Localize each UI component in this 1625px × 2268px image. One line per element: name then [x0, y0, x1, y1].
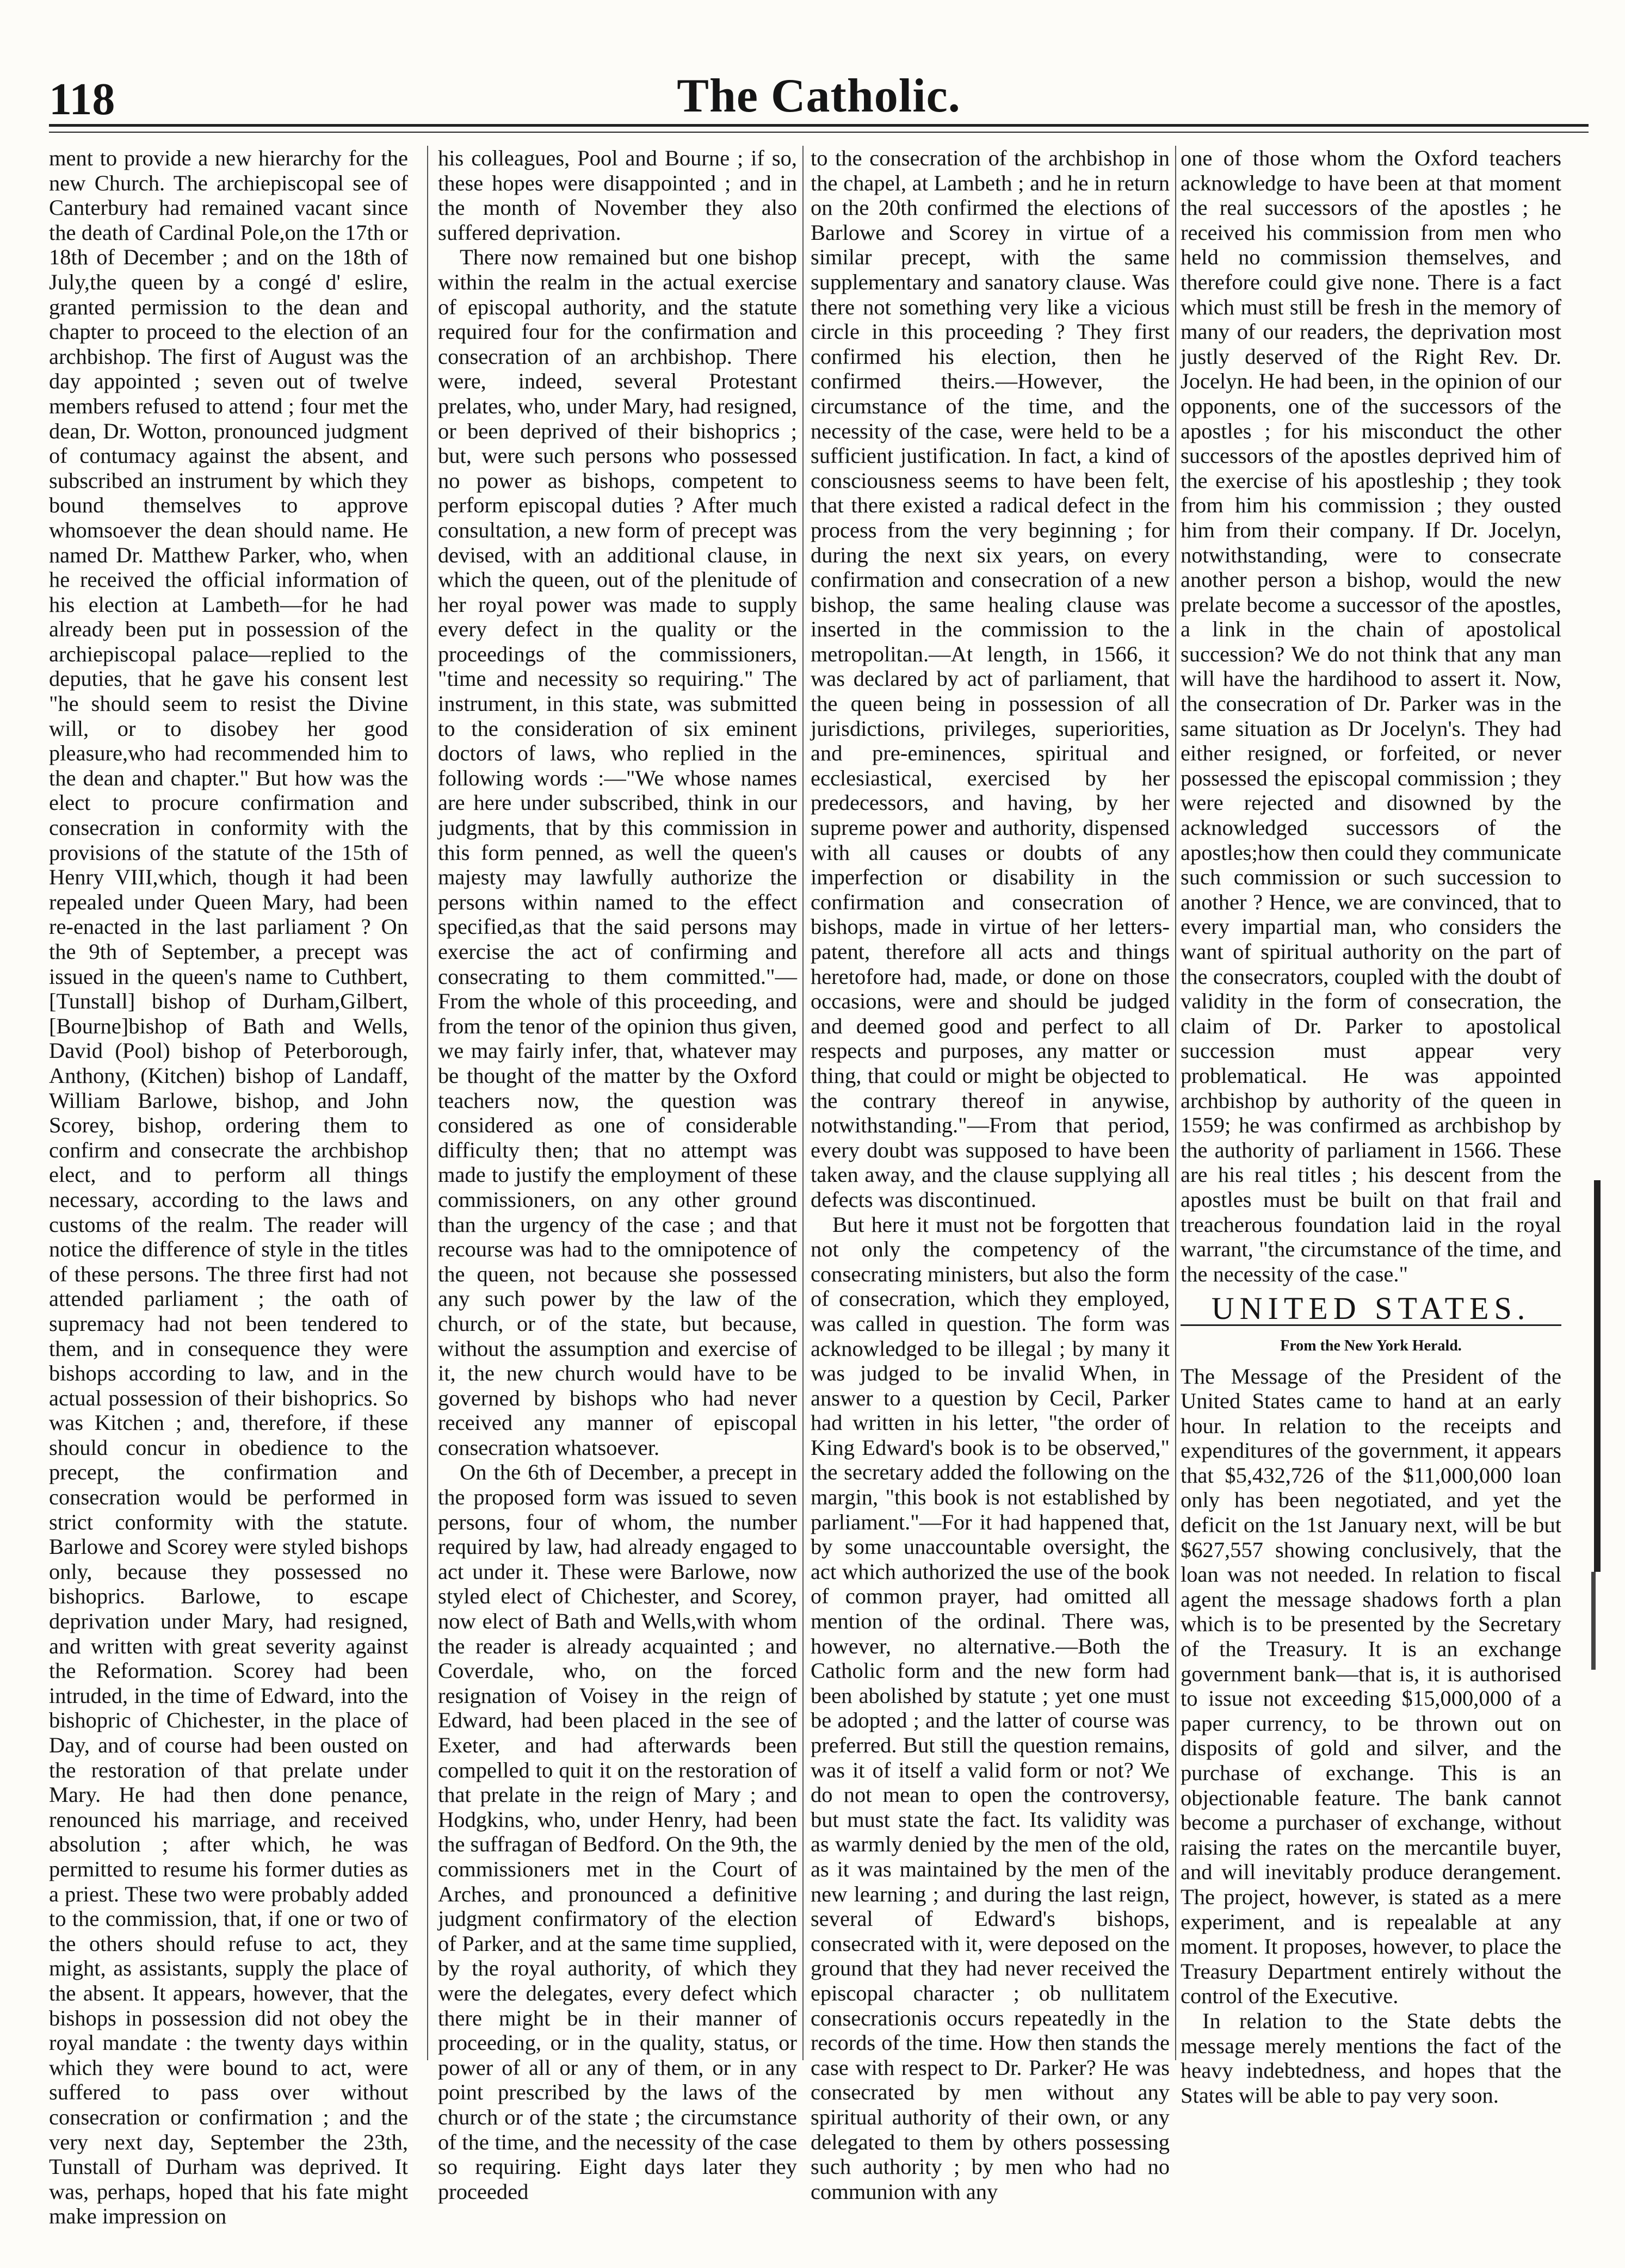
header-rule-thick — [49, 124, 1589, 127]
article-paragraph: his colleagues, Pool and Bourne ; if so, these hopes were disappointed ; and in the month of November they also suffered deprivation. — [438, 146, 797, 245]
article-paragraph: On the 6th of December, a precept in the proposed form was issued to seven persons, four of whom, the number required by law, had already engaged to act under it. These were Barlowe, now styled elect of Chichester, and Scorey, now elect of Bath and Wells,with whom the reader is already acquainted ; and Coverdale, who, on the forced resignation of Voisey in the reign of Edward, had been placed in the see of Exeter, and had afterwards been compelled to quit it on the restoration of that prelate in the reign of Mary ; and Hodgkins, who, under Henry, had been the suffragan of Bedford. On the 9th, the commissioners met in the Court of Arches, and pronounced a definitive judgment confirmatory of the election of Parker, and at the same time supplied, by the royal authority, of which they were the delegates, every defect which there might be in their manner of proceeding, or in the quality, status, or power of all or any of them, or in any point prescribed by the laws of the church or of the state ; the circumstance of the time, and the necessity of the case so requiring. Eight days later they proceeded — [438, 1460, 797, 2204]
article-paragraph: to the consecration of the archbishop in the chapel, at Lambeth ; and he in return on the 20th confirmed the elections of Barlowe and Scorey in virtue of a similar precept, with the same supplementary and sanatory clause. Was there not something very like a vicious circle in this proceeding ? They first confirmed his election, then he confirmed theirs.—However, the circumstance of the time, and the necessity of the case, were held to be a sufficient justification. In fact, a kind of consciousness seems to have been felt, that there existed a radical defect in the process from the very beginning ; for during the next six years, on every confirmation and consecration of a new bishop, the same healing clause was inserted in the commission to the metropolitan.—At length, in 1566, it was declared by act of parliament, that the queen being in possession of all jurisdictions, privileges, superiorities, and pre-eminences, spiritual and ecclesiastical, exercised by her predecessors, and having, by her supreme power and authority, dispensed with all causes or doubts of any imperfection or disability in the confirmation and consecration of bishops, made in virtue of her letters-patent, therefore all acts and things heretofore had, made, or done on those occasions, were and should be judged and deemed good and perfect to all respects and purposes, any matter or thing, that could or might be objected to the contrary thereof in anywise, notwithstanding."—From that period, every doubt was supposed to have been taken away, and the clause supplying all defects was discontinued. — [811, 146, 1170, 1212]
header-rule-thin — [49, 132, 1589, 133]
article-paragraph: one of those whom the Oxford teachers acknowledge to have been at that moment the real successors of the apostles ; he received his commission from men who held no commission themselves, and therefore could give none. There is a fact which must still be fresh in the memory of many of our readers, the deprivation most justly deserved of the Right Rev. Dr. Jocelyn. He had been, in the opinion of our opponents, one of the successors of the apostles ; for his misconduct the other successors of the apostles deprived him of the exercise of his apostleship ; they took from him his commission ; they ousted him from their company. If Dr. Jocelyn, notwithstanding, were to consecrate another person a bishop, would the new prelate become a successor of the apostles, a link in the chain of apostolical succession? We do not think that any man will have the hardihood to assert it. Now, the consecration of Dr. Parker was in the same situation as Dr Jocelyn's. They had either resigned, or forfeited, or never possessed the episcopal commission ; they were rejected and disowned by the acknowledged successors of the apostles;how then could they communicate such commission or such succession to another ? Hence, we are convinced, that to every impartial man, who considers the want of spiritual authority on the part of the consecrators, coupled with the doubt of validity in the form of consecration, the claim of Dr. Parker to apostolical succession must appear very problematical. He was appointed archbishop by authority of the queen in 1559; he was confirmed as archbishop by the authority of parliament in 1566. These are his real titles ; his descent from the apostles must be built on that frail and treacherous foundation laid in the royal warrant, "the circumstance of the time, and the necessity of the case." — [1181, 146, 1561, 1286]
source-credit: From the New York Herald. — [1280, 1337, 1462, 1354]
column-divider — [802, 146, 804, 2060]
news-paragraph: In relation to the State debts the message merely mentions the fact of the heavy indebtedness, and hopes that the States will be able to pay very soon. — [1181, 2008, 1561, 2108]
column-2 — [438, 146, 797, 2204]
article-paragraph: There now remained but one bishop within the realm in the actual exercise of episcopal authority, and the statute required four for the confirmation and consecration of an archbishop. There were, indeed, several Protestant prelates, who, under Mary, had resigned, or been deprived of their bishoprics ; but, were such persons who possessed no power as bishops, competent to perform episcopal duties ? After much consultation, a new form of precept was devised, with an additional clause, in which the queen, out of the plenitude of her royal power was made to supply every defect in the quality or the proceedings of the commissioners, "time and necessity so requiring." The instrument, in this state, was submitted to the consideration of six eminent doctors of laws, who replied in the following words :—"We whose names are here under subscribed, think in our judgments, that by this commission in this form penned, as well the queen's majesty may lawfully authorize the persons within named to the effect specified,as that the said persons may exercise the act of confirming and consecrating to them committed."—From the whole of this proceeding, and from the tenor of the opinion thus given, we may fairly infer, that, whatever may be thought of the matter by the Oxford teachers now, the question was considered as one of considerable difficulty then; that no attempt was made to justify the employment of these commissioners, on any other ground than the urgency of the case ; and that recourse was had to the omnipotence of the queen, not because she possessed any such power by the law of the church, or of the state, but because, without the assumption and exercise of it, the new church would have to be governed by bishops who had never received any manner of episcopal consecration whatsoever. — [438, 245, 797, 1460]
column-3 — [811, 146, 1170, 2204]
article-paragraph: But here it must not be forgotten that not only the competency of the consecrating ministers, but also the form of consecration, which they employed, was called in question. The form was acknowledged to be illegal ; by many it was judged to be invalid When, in answer to a question by Cecil, Parker had written in his letter, "the order of King Edward's book is to be observed," the secretary added the following on the margin, "this book is not established by parliament."—For it had happened that, by some unaccountable oversight, the act which authorized the use of the book of common prayer, had omitted all mention of the ordinal. There was, however, no alternative.—Both the Catholic form and the new form had been abolished by statute ; yet one must be adopted ; and the latter of course was preferred. But still the question remains, was it of itself a valid form or not? We do not mean to open the controversy, but must state the fact. Its validity was as warmly denied by the men of the old, as it was maintained by the men of the new learning ; and during the last reign, several of Edward's bishops, consecrated with it, were deposed on the ground that they had never received the episcopal character ; ob nullitatem consecrationis occurs repeatedly in the records of the time. How then stands the case with respect to Dr. Parker? He was consecrated by men without any spiritual authority of their own, or any delegated to them by others possessing such authority ; by men who had no communion with any — [811, 1212, 1170, 2204]
margin-mark — [1594, 1180, 1601, 1572]
column-1 — [49, 146, 408, 2229]
article-paragraph: ment to provide a new hierarchy for the new Church. The archiepiscopal see of Canterbury had remained vacant since the death of Cardinal Pole,on the 17th or 18th of December ; and on the 18th of July,the queen by a congé d' eslire, granted permission to the dean and chapter to proceed to the election of an archbishop. The first of August was the day appointed ; seven out of twelve members refused to attend ; four met the dean, Dr. Wotton, pronounced judgment of contumacy against the absent, and subscribed an instrument by which they bound themselves to approve whomsoever the dean should name. He named Dr. Matthew Parker, who, when he received the official information of his election at Lambeth—for he had already been put in possession of the archiepiscopal palace—replied to the deputies, that he gave his consent lest "he should seem to resist the Divine will, or to disobey her good pleasure,who had recommended him to the dean and chapter." But how was the elect to procure confirmation and consecration in conformity with the provisions of the statute of the 15th of Henry VIII,which, though it had been repealed under Queen Mary, had been re-enacted in the last parliament ? On the 9th of September, a precept was issued in the queen's name to Cuthbert, [Tunstall] bishop of Durham,Gilbert,[Bourne]bishop of Bath and Wells, David (Pool) bishop of Peterborough, Anthony, (Kitchen) bishop of Landaff, William Barlowe, bishop, and John Scorey, bishop, ordering them to confirm and consecrate the archbishop elect, and to perform all things necessary, according to the laws and customs of the realm. The reader will notice the difference of style in the titles of these persons. The three first had not attended parliament ; the oath of supremacy had not been tendered to them, and in consequence they were bishops according to law, and in the actual possession of their bishoprics. So was Kitchen ; and, therefore, if these should concur in obedience to the precept, the confirmation and consecration would be performed in strict conformity with the statute. Barlowe and Scorey were styled bishops only, because they possessed no bishoprics. Barlowe, to escape deprivation under Mary, had resigned, and written with great severity against the Reformation. Scorey had been intruded, in the time of Edward, into the bishopric of Chichester, in the place of Day, and of course had been ousted on the restoration of that prelate under Mary. He had then done penance, renounced his marriage, and received absolution ; after which, he was permitted to resume his former duties as a priest. These two were probably added to the commission, that, if one or two of the others should refuse to act, they might, as assistants, supply the place of the absent. It appears, however, that the bishops in possession did not obey the royal mandate : the twenty days within which they were bound to act, were suffered to pass over without consecration or confirmation ; and the very next day, September the 23th, Tunstall of Durham was deprived. It was, perhaps, hoped that his fate might make impression on — [49, 146, 408, 2229]
page-header — [49, 65, 1589, 131]
masthead-title: The Catholic. — [677, 70, 961, 122]
page-number: 118 — [49, 74, 115, 125]
margin-mark — [1591, 1572, 1596, 1670]
news-paragraph: The Message of the President of the United States came to hand at an early hour. In relation to the receipts and expenditures of the government, it appears that $5,432,726 of the $11,000,000 loan only has been negotiated, and yet the deficit on the 1st January next, will be but $627,557 showing conclusively, that the loan was not needed. In relation to fiscal agent the message shadows forth a plan which is to be presented by the Secretary of the Treasury. It is an exchange government bank—that is, it is authorised to issue not exceeding $15,000,000 of a paper currency, to be thrown out on disposits of gold and silver, and the purchase of exchange. This is an objectionable feature. The bank cannot become a purchaser of exchange, without raising the rates on the mercantile buyer, and will inevitably produce derangement. The project, however, is stated as a mere experiment, and is repealable at any moment. It proposes, however, to place the Treasury Department entirely without the control of the Executive. — [1181, 1364, 1561, 2009]
column-divider — [1175, 146, 1176, 2060]
column-4 — [1181, 146, 1561, 2108]
column-divider — [427, 146, 428, 2060]
section-heading-united-states: UNITED STATES. — [1181, 1296, 1561, 1326]
